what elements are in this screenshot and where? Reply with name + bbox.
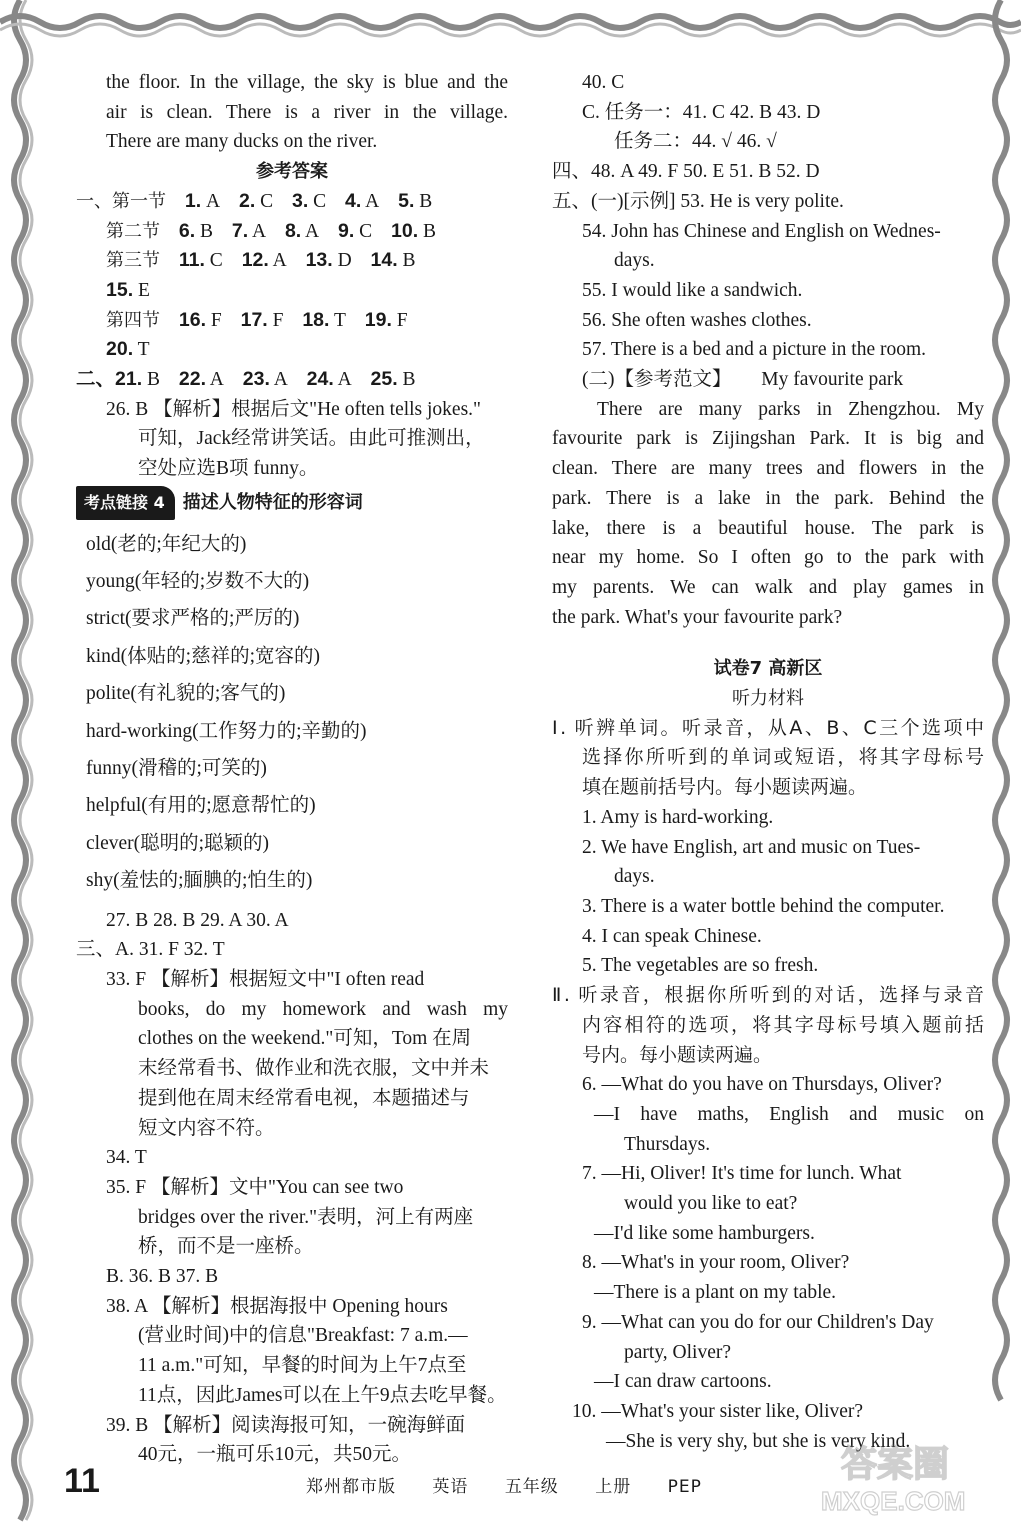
dialogue-line: 10. —What's your sister like, Oliver?: [572, 1400, 864, 1422]
explanation-39: 40元，一瓶可乐10元，共50元。: [138, 1444, 412, 1466]
vocab-item: polite(有礼貌的;客气的): [86, 683, 286, 705]
part2-instruction: Ⅱ. 听录音，根据你所听到的对话，选择与录音: [552, 984, 984, 1007]
answer-line-20: 20. T: [106, 338, 150, 361]
essay-line: park. There is a lake in the park. Behind the: [552, 487, 984, 509]
listening-item: 1. Amy is hard-working.: [582, 806, 774, 828]
answer-54: 54. John has Chinese and English on Wednes-: [582, 220, 941, 242]
answer-line-sec1-part3: 第三节 11. C 12. A 13. D 14. B: [106, 249, 416, 272]
vocab-item: shy(羞怯的;腼腆的;怕生的): [86, 870, 313, 892]
essay-title: My favourite park: [761, 369, 904, 391]
vocab-item: old(老的;年纪大的): [86, 533, 247, 555]
dialogue-line: —There is a plant on my table.: [594, 1282, 837, 1304]
dialogue-line: —I can draw cartoons.: [594, 1371, 772, 1393]
essay-line: lake, there is a beautiful house. The park is: [552, 517, 984, 539]
dialogue-line: —She is very shy, but she is very kind.: [606, 1430, 911, 1452]
part2-instruction: 号内。每小题读两遍。: [582, 1043, 773, 1066]
footer-grade: 五年级: [504, 1477, 559, 1497]
answer-line-sec2: 二、21. B 22. A 23. A 24. A 25. B: [76, 368, 416, 391]
listening-title: 听力材料: [732, 688, 804, 710]
vocab-item: kind(体贴的;慈祥的;宽容的): [86, 645, 320, 667]
listening-item: 4. I can speak Chinese.: [582, 925, 762, 947]
dialogue-line: 9. —What can you do for our Children's Day: [582, 1311, 934, 1333]
explanation-38: 38. A 【解析】根据海报中 Opening hours: [106, 1295, 448, 1317]
answers-title: 参考答案: [256, 161, 328, 183]
answer-line-36: B. 36. B 37. B: [106, 1266, 219, 1288]
essay-line: my parents. We can walk and play games in: [552, 576, 984, 598]
page-number: 11: [64, 1462, 100, 1500]
watermark-url: MXQE.COM: [821, 1486, 966, 1516]
explanation-35: bridges over the river."表明，河上有两座: [138, 1206, 474, 1228]
vocab-list: [76, 526, 508, 900]
watermark-cn: 答案圈: [841, 1443, 950, 1484]
intro-line: the floor. In the village, the sky is blue and the: [106, 72, 508, 93]
part1-instruction: Ⅰ. 听辨单词。听录音，从A、B、C三个选项中: [552, 716, 984, 739]
right-column: [552, 68, 984, 1456]
footer-subject: 英语: [432, 1477, 469, 1497]
explanation-33: 提到他在周末经常看电视，本题描述与: [138, 1087, 470, 1109]
explanation-38: 11点，因此James可以在上午9点去吃早餐。: [138, 1384, 507, 1406]
vocab-item: strict(要求严格的;严厉的): [86, 608, 300, 630]
essay-line: near my home. So I often go to the park with: [552, 547, 984, 569]
vocab-item: clever(聪明的;聪颖的): [86, 832, 270, 854]
key-point-title: 描述人物特征的形容词: [182, 491, 363, 513]
answer-line-15: 15. E: [106, 278, 150, 301]
answer-line-sec1-part4: 第四节 16. F 17. F 18. T 19. F: [106, 308, 408, 331]
explanation-35: 35. F 【解析】文中"You can see two: [106, 1176, 404, 1198]
explanation-33: 短文内容不符。: [138, 1117, 275, 1139]
explanation-35: 桥，而不是一座桥。: [138, 1236, 314, 1258]
part1-instruction: 选择你所听到的单词或短语，将其字母标号: [582, 746, 984, 769]
essay-line: favourite park is Zijingshan Park. It is big and: [552, 428, 984, 450]
answer-line-34: 34. T: [106, 1147, 147, 1169]
answer-54: days.: [614, 250, 655, 272]
vocab-item: funny(滑稽的;可笑的): [86, 757, 267, 779]
part2-instruction: 内容相符的选项，将其字母标号填入题前括: [582, 1013, 984, 1036]
answer-line-sec1-part2: 第二节 6. B 7. A 8. A 9. C 10. B: [106, 219, 437, 242]
dialogue-line: —I have maths, English and music on: [594, 1103, 984, 1125]
answer-57: 57. There is a bed and a picture in the room.: [582, 339, 927, 361]
explanation-33: 33. F 【解析】根据短文中"I often read: [106, 969, 425, 991]
dialogue-line: 7. —Hi, Oliver! It's time for lunch. What: [582, 1163, 902, 1185]
listening-item: days.: [614, 866, 655, 888]
answer-line-40: 40. C: [582, 72, 625, 93]
footer-volume: 上册: [595, 1477, 632, 1497]
answer-line-sec3: 三、A. 31. F 32. T: [76, 939, 225, 961]
vocab-item: hard-working(工作努力的;辛勤的): [86, 720, 367, 742]
dialogue-line: Thursdays.: [624, 1133, 711, 1155]
explanation-38: (营业时间)中的信息"Breakfast: 7 a.m.—: [138, 1325, 468, 1347]
key-point-header: [76, 486, 508, 520]
answer-line-task1: C. 任务一：41. C 42. B 43. D: [582, 101, 821, 123]
dialogue-line: —I'd like some hamburgers.: [594, 1222, 815, 1244]
wavy-border-left: [0, 0, 40, 1536]
footer-publisher: PEP: [667, 1477, 702, 1497]
explanation-26: 可知，Jack经常讲笑话。由此可推测出，: [138, 428, 485, 450]
answer-line-27: 27. B 28. B 29. A 30. A: [106, 909, 289, 931]
explanation-33: books, do my homework and wash my: [138, 998, 508, 1020]
left-column: [76, 68, 508, 1470]
essay-line: There are many parks in Zhengzhou. My: [597, 398, 984, 420]
answer-56: 56. She often washes clothes.: [582, 309, 812, 331]
footer-info: [306, 1472, 732, 1497]
dialogue-line: party, Oliver?: [624, 1341, 732, 1363]
test-title: 试卷7 高新区: [713, 658, 823, 680]
listening-item: 5. The vegetables are so fresh.: [582, 955, 819, 977]
answer-53: 五、(一)[示例] 53. He is very polite.: [552, 190, 844, 212]
answer-55: 55. I would like a sandwich.: [582, 279, 803, 301]
key-point-badge: 考点链接 4: [76, 486, 175, 520]
dialogue-line: would you like to eat?: [624, 1193, 798, 1215]
dialogue-line: 8. —What's in your room, Oliver?: [582, 1252, 850, 1274]
wavy-border-right: [981, 0, 1021, 1536]
essay-line: clean. There are many trees and flowers in the: [552, 458, 984, 480]
vocab-item: helpful(有用的;愿意帮忙的): [86, 795, 316, 817]
listening-item: 2. We have English, art and music on Tues-: [582, 836, 921, 858]
explanation-33: 末经常看书、做作业和洗衣服，文中并未: [138, 1058, 490, 1080]
essay-label: (二)【参考范文】: [582, 369, 732, 391]
part1-instruction: 填在题前括号内。每小题读两遍。: [582, 776, 868, 799]
explanation-26: 26. B 【解析】根据后文"He often tells jokes.": [106, 398, 482, 420]
footer-edition: 郑州都市版: [306, 1477, 396, 1497]
watermark-logo: [811, 1438, 1001, 1518]
listening-item: 3. There is a water bottle behind the computer.: [582, 895, 945, 917]
explanation-38: 11 a.m."可知，早餐的时间为上午7点至: [138, 1355, 467, 1377]
intro-line: There are many ducks on the river.: [106, 131, 378, 153]
answer-line-task2: 任务二：44. √ 46. √: [614, 131, 777, 153]
dialogue-line: 6. —What do you have on Thursdays, Oliver?: [582, 1074, 942, 1096]
intro-line: air is clean. There is a river in the village.: [106, 101, 508, 123]
explanation-33: clothes on the weekend."可知，Tom 在周: [138, 1028, 472, 1050]
explanation-39: 39. B 【解析】阅读海报可知，一碗海鲜面: [106, 1414, 466, 1436]
answer-line-sec1: 一、第一节 1. A 2. C 3. C 4. A 5. B: [76, 189, 433, 212]
explanation-26: 空处应选B项 funny。: [138, 458, 319, 480]
essay-header: [552, 365, 984, 395]
wavy-border-top: [0, 0, 1021, 60]
answer-line-sec4: 四、48. A 49. F 50. E 51. B 52. D: [552, 161, 820, 183]
vocab-item: young(年轻的;岁数不大的): [86, 570, 310, 592]
essay-line: the park. What's your favourite park?: [552, 606, 843, 628]
